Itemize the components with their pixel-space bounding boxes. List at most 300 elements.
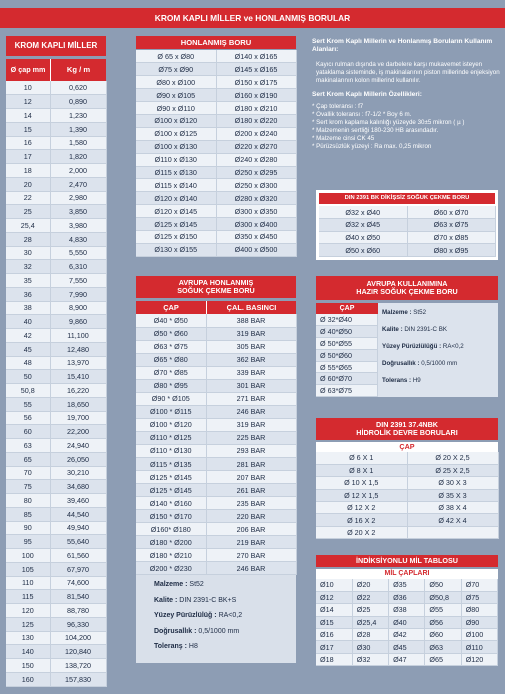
info-title-usage: Sert Krom Kaplı Millerin ve Honlanmış Boruların Kullanım Alanları:	[312, 38, 493, 54]
table-cell: Ø36	[389, 591, 425, 603]
table-cell: Ø 12 X 2	[316, 502, 407, 514]
avrupa-kul-col: ÇAP	[316, 303, 378, 314]
table-row	[6, 246, 106, 260]
spec-label: Tolerans :	[382, 377, 412, 384]
table-cell: 18	[6, 164, 50, 178]
table-row	[6, 576, 106, 590]
table-row	[136, 153, 296, 166]
table-cell: 60	[6, 425, 50, 439]
table-cell: Ø65	[425, 653, 461, 665]
spec-line	[154, 612, 296, 619]
table-cell: 55,640	[50, 535, 106, 549]
table-row	[6, 329, 106, 343]
table-row	[136, 314, 296, 327]
table-cell: 281 BAR	[206, 458, 296, 471]
spec-label: Toleranş :	[154, 643, 187, 651]
table-cell: 105	[6, 562, 50, 576]
feature-item: * Pürüzsüzlük yüzeyi : Ra max. 0,25 mikron	[312, 142, 432, 150]
table-cell: 225 BAR	[206, 431, 296, 444]
table-cell: Ø18	[316, 653, 352, 665]
table-cell: Ø60 x Ø70	[407, 206, 495, 219]
table-cell: 49,940	[50, 521, 106, 535]
table-cell: 140	[6, 645, 50, 659]
table-row	[319, 219, 495, 232]
table-row	[316, 464, 498, 476]
table-row	[6, 342, 106, 356]
table-row	[316, 349, 378, 361]
table-cell: Ø40 x Ø50	[319, 231, 407, 244]
table-cell: Ø70 x Ø85	[407, 231, 495, 244]
table-row	[6, 356, 106, 370]
table-row	[316, 604, 498, 616]
table-cell: 90	[6, 521, 50, 535]
table-cell: Ø 8 X 1	[316, 464, 407, 476]
table-cell: 235 BAR	[206, 497, 296, 510]
info-usage-text: Kayıcı rulman dışında ve darbelere karşı mukavemet isteyen yataklama sisteminde, iş makinalarının piston millerinde enjeksiyon makinalarının kolon millerind kullanılır.	[316, 60, 500, 84]
table-row	[136, 89, 296, 102]
table-cell: Ø80 * Ø95	[136, 379, 206, 392]
table-row	[136, 484, 296, 497]
table-cell: 301 BAR	[206, 379, 296, 392]
table-cell: Ø50,8	[425, 591, 461, 603]
table-cell: 65	[6, 452, 50, 466]
table-row	[136, 444, 296, 457]
din374-title-line2: HİDROLİK DEVRE BORULARI	[356, 428, 458, 437]
table-cell: 120,840	[50, 645, 106, 659]
table-row	[136, 205, 296, 218]
spec-value: H8	[186, 643, 198, 651]
spec-value: RA<0,2	[216, 612, 243, 620]
spec-value: RA<0,2	[441, 343, 464, 350]
table-row	[136, 327, 296, 340]
table-cell: Ø120 x Ø145	[136, 205, 216, 218]
table-cell: 48	[6, 356, 50, 370]
table-cell: 270 BAR	[206, 549, 296, 562]
table-cell: Ø100 x Ø130	[136, 140, 216, 153]
table-cell: 39,460	[50, 494, 106, 508]
table-cell: Ø 10 X 1,5	[316, 477, 407, 489]
table-row	[6, 260, 106, 274]
table-row	[316, 591, 498, 603]
spec-line	[154, 628, 296, 635]
table-cell: Ø180 * Ø210	[136, 549, 206, 562]
spec-value: 0,5/1000 mm	[196, 627, 240, 635]
avrupa-specs	[136, 575, 296, 663]
table-cell: Ø55	[425, 604, 461, 616]
table-cell: 2,000	[50, 164, 106, 178]
table-row	[316, 641, 498, 653]
spec-value: St52	[187, 581, 204, 589]
table-cell: 61,560	[50, 549, 106, 563]
table-cell: Ø100 * Ø120	[136, 418, 206, 431]
feature-item: * Malzemenin sertliği 180-230 HB arasındadır.	[312, 126, 439, 134]
table-cell: Ø120	[461, 653, 497, 665]
table-cell: 0,620	[50, 81, 106, 95]
krom-title	[6, 36, 106, 56]
table-row	[136, 166, 296, 179]
avrupa-col-pressure: ÇAL. BASINCI	[206, 301, 296, 314]
table-cell: Ø 12 X 1,5	[316, 489, 407, 501]
table-cell: Ø130 x Ø155	[136, 243, 216, 256]
table-cell: 12	[6, 95, 50, 109]
table-cell: 160	[6, 672, 50, 686]
spec-line	[382, 326, 498, 333]
table-cell: 115	[6, 590, 50, 604]
table-row	[136, 392, 296, 405]
table-cell: Ø12	[316, 591, 352, 603]
avrupa-kul-body	[316, 303, 498, 397]
table-cell: Ø 55*Ø65	[316, 361, 378, 373]
spec-value: DIN 2391-C BK	[402, 326, 448, 333]
table-cell: Ø17	[316, 641, 352, 653]
avrupa-title	[136, 276, 296, 298]
table-cell: Ø63 * Ø75	[136, 340, 206, 353]
table-row	[136, 418, 296, 431]
table-cell: Ø 35 X 3	[407, 489, 498, 501]
table-cell: 36	[6, 287, 50, 301]
table-cell: Ø100 x Ø120	[136, 114, 216, 127]
feature-item: * Çap toleransı : f7	[312, 103, 364, 111]
info-panel	[312, 38, 500, 151]
table-cell: 3,980	[50, 219, 106, 233]
avrupa-kul-title	[316, 276, 498, 300]
table-cell: Ø80 x Ø100	[136, 76, 216, 89]
spec-label: Kalite :	[382, 326, 403, 333]
table-cell: 34,680	[50, 480, 106, 494]
table-cell: 157,830	[50, 672, 106, 686]
table-cell: 16	[6, 136, 50, 150]
table-cell: Ø160 x Ø190	[216, 89, 296, 102]
table-row	[136, 497, 296, 510]
table-cell: Ø14	[316, 604, 352, 616]
spec-line	[382, 309, 498, 316]
table-cell: Ø200 x Ø240	[216, 127, 296, 140]
table-row	[6, 562, 106, 576]
table-cell: Ø240 x Ø280	[216, 153, 296, 166]
avrupa-col-diameter: ÇAP	[136, 301, 206, 314]
spec-line	[382, 360, 498, 367]
table-row	[6, 274, 106, 288]
spec-label: Yüzey Pürüzlülüğ :	[154, 612, 217, 620]
table-row	[316, 477, 498, 489]
table-cell: Ø 6 X 1	[316, 452, 407, 464]
table-row	[6, 411, 106, 425]
avrupa-title-line1: AVRUPA HONLANMIŞ	[178, 278, 254, 288]
table-cell: 81,540	[50, 590, 106, 604]
spec-value: DIN 2391-C BK+S	[177, 596, 237, 604]
table-cell: 246 BAR	[206, 562, 296, 575]
table-cell: Ø22	[352, 591, 388, 603]
indik-table	[316, 579, 498, 666]
table-cell: Ø50	[425, 579, 461, 591]
table-cell: 319 BAR	[206, 327, 296, 340]
table-cell: 130	[6, 631, 50, 645]
table-cell: 70	[6, 466, 50, 480]
table-row	[136, 562, 296, 575]
table-row	[6, 95, 106, 109]
table-row	[6, 136, 106, 150]
table-cell: 100	[6, 549, 50, 563]
din374-title-line1: DIN 2391 37.4NBK	[376, 420, 438, 430]
table-cell: 56	[6, 411, 50, 425]
table-cell: Ø110 * Ø130	[136, 444, 206, 457]
table-cell: 16,220	[50, 384, 106, 398]
table-cell: Ø20	[352, 579, 388, 591]
table-row	[6, 549, 106, 563]
table-row	[6, 177, 106, 191]
table-cell	[407, 526, 498, 538]
table-row	[319, 231, 495, 244]
spec-label: Yüzey Pürüzlülüğü :	[382, 343, 442, 350]
spec-label: Doğrusallık :	[154, 627, 197, 635]
spec-line	[154, 597, 296, 604]
table-cell: Ø200 * Ø230	[136, 562, 206, 575]
table-cell: Ø40	[389, 616, 425, 628]
table-cell: Ø110 * Ø125	[136, 431, 206, 444]
table-cell: 42	[6, 329, 50, 343]
table-row	[136, 340, 296, 353]
table-cell: 14	[6, 109, 50, 123]
table-cell: Ø50 x Ø60	[319, 244, 407, 257]
table-cell: Ø 16 X 2	[316, 514, 407, 526]
table-row	[316, 502, 498, 514]
table-cell: 75	[6, 480, 50, 494]
table-cell: Ø125 x Ø150	[136, 230, 216, 243]
krom-header	[6, 59, 106, 81]
table-row	[6, 494, 106, 508]
din2391bk-section	[316, 190, 498, 260]
table-row	[316, 326, 378, 338]
table-cell: 9,860	[50, 315, 106, 329]
table-cell: 4,830	[50, 232, 106, 246]
spec-line	[382, 377, 498, 384]
table-cell: Ø16	[316, 629, 352, 641]
table-row	[136, 405, 296, 418]
table-cell: 219 BAR	[206, 536, 296, 549]
table-row	[6, 397, 106, 411]
table-cell: Ø160* Ø180	[136, 523, 206, 536]
table-cell: 20	[6, 177, 50, 191]
table-cell: 1,580	[50, 136, 106, 150]
table-cell: Ø 40*Ø50	[316, 326, 378, 338]
honlanmis-title: HONLANMIŞ BORU	[136, 36, 296, 49]
table-cell: Ø250 x Ø295	[216, 166, 296, 179]
feature-item: * Sert krom kaplama kalınlığı yüzeyde 30±5 mikron ( µ )	[312, 119, 465, 126]
table-cell: Ø 63*Ø75	[316, 385, 378, 397]
table-cell: Ø28	[352, 629, 388, 641]
table-cell: Ø 20 X 2,5	[407, 452, 498, 464]
table-cell: Ø140 x Ø165	[216, 50, 296, 63]
feature-item: * Malzeme cinsi CK 45	[312, 134, 375, 142]
table-cell: Ø120 x Ø140	[136, 192, 216, 205]
spec-label: Kalite :	[154, 596, 178, 604]
table-row	[6, 617, 106, 631]
table-row	[6, 81, 106, 95]
table-cell: 50	[6, 370, 50, 384]
table-row	[6, 232, 106, 246]
table-row	[6, 645, 106, 659]
table-row	[6, 370, 106, 384]
info-features-list	[312, 103, 500, 151]
feature-item: * Ovallik toleransı : f7-1/2 * Boy 6 m.	[312, 111, 412, 119]
page-title	[0, 8, 505, 28]
table-row	[136, 140, 296, 153]
table-row	[316, 452, 498, 464]
table-cell: Ø90 * Ø105	[136, 392, 206, 405]
table-row	[136, 179, 296, 192]
table-row	[136, 431, 296, 444]
spec-line	[154, 581, 296, 588]
table-cell: 22,200	[50, 425, 106, 439]
table-row	[136, 549, 296, 562]
table-row	[136, 366, 296, 379]
table-cell: 125	[6, 617, 50, 631]
table-cell: Ø90 x Ø105	[136, 89, 216, 102]
table-cell: Ø32	[352, 653, 388, 665]
table-row	[6, 535, 106, 549]
table-cell: Ø 50*Ø55	[316, 338, 378, 350]
table-row	[316, 361, 378, 373]
table-cell: 25	[6, 205, 50, 219]
krom-col-diameter: Ø çap mm	[6, 59, 50, 81]
table-cell: Ø63	[425, 641, 461, 653]
table-cell: Ø50 * Ø60	[136, 327, 206, 340]
table-cell: 0,890	[50, 95, 106, 109]
table-cell: 5,550	[50, 246, 106, 260]
table-cell: Ø220 x Ø270	[216, 140, 296, 153]
table-cell: Ø70 * Ø85	[136, 366, 206, 379]
table-cell: Ø110 x Ø130	[136, 153, 216, 166]
table-cell: Ø47	[389, 653, 425, 665]
table-cell: 80	[6, 494, 50, 508]
table-row	[316, 579, 498, 591]
table-row	[136, 536, 296, 549]
table-row	[6, 659, 106, 673]
table-row	[136, 63, 296, 76]
table-row	[6, 507, 106, 521]
table-cell: Ø280 x Ø320	[216, 192, 296, 205]
table-row	[316, 653, 498, 665]
indik-section	[316, 555, 498, 666]
table-cell: Ø300 x Ø400	[216, 218, 296, 231]
table-cell: Ø10	[316, 579, 352, 591]
spec-line	[382, 343, 498, 350]
din2391bk-table	[319, 206, 496, 257]
table-row	[136, 76, 296, 89]
table-cell: 206 BAR	[206, 523, 296, 536]
table-row	[136, 114, 296, 127]
avrupa-kul-table	[316, 314, 378, 397]
table-cell: Ø115 x Ø130	[136, 166, 216, 179]
avrupa-section	[136, 276, 296, 663]
table-row	[136, 127, 296, 140]
table-row	[136, 379, 296, 392]
table-cell: Ø 60*Ø70	[316, 373, 378, 385]
table-row	[6, 164, 106, 178]
table-cell: Ø150 * Ø170	[136, 510, 206, 523]
table-cell: 13,970	[50, 356, 106, 370]
table-cell: Ø40 * Ø50	[136, 314, 206, 327]
table-row	[319, 206, 495, 219]
table-row	[136, 218, 296, 231]
table-cell: Ø90 x Ø110	[136, 102, 216, 115]
din374-section	[316, 418, 498, 539]
table-cell: 2,980	[50, 191, 106, 205]
table-cell: Ø140 * Ø160	[136, 497, 206, 510]
indik-subtitle: MİL ÇAPLARI	[316, 569, 498, 579]
table-row	[6, 384, 106, 398]
avrupa-kul-specs	[378, 303, 498, 397]
table-row	[6, 466, 106, 480]
table-cell: 74,600	[50, 576, 106, 590]
table-row	[6, 287, 106, 301]
spec-label: Malzeme :	[154, 581, 188, 589]
table-row	[6, 191, 106, 205]
table-row	[136, 192, 296, 205]
table-cell: 7,550	[50, 274, 106, 288]
table-cell: 2,470	[50, 177, 106, 191]
table-row	[316, 616, 498, 628]
table-cell: 25,4	[6, 219, 50, 233]
avrupa-title-line2: SOĞUK ÇEKME BORU	[177, 286, 255, 295]
table-cell: Ø32 x Ø40	[319, 206, 407, 219]
table-cell: 63	[6, 439, 50, 453]
table-cell: 28	[6, 232, 50, 246]
table-cell: Ø150 x Ø175	[216, 76, 296, 89]
table-cell: 362 BAR	[206, 353, 296, 366]
table-row	[6, 219, 106, 233]
din374-table	[316, 452, 499, 539]
table-cell: 44,540	[50, 507, 106, 521]
table-row	[6, 439, 106, 453]
table-row	[316, 314, 378, 326]
table-cell: Ø180 x Ø220	[216, 114, 296, 127]
table-cell: 305 BAR	[206, 340, 296, 353]
honlanmis-section	[136, 36, 296, 257]
table-cell: 15,410	[50, 370, 106, 384]
table-cell: Ø30	[352, 641, 388, 653]
table-cell: Ø60	[425, 629, 461, 641]
table-cell: Ø80	[461, 604, 497, 616]
spec-value: St52	[411, 309, 427, 316]
table-cell: 11,100	[50, 329, 106, 343]
table-cell: Ø75	[461, 591, 497, 603]
table-cell: Ø25	[352, 604, 388, 616]
avrupa-table	[136, 314, 297, 575]
table-row	[6, 590, 106, 604]
table-row	[136, 230, 296, 243]
table-row	[6, 109, 106, 123]
table-cell: 10	[6, 81, 50, 95]
table-row	[6, 672, 106, 686]
table-cell: 293 BAR	[206, 444, 296, 457]
table-row	[6, 315, 106, 329]
table-cell: 88,780	[50, 604, 106, 618]
table-row	[136, 471, 296, 484]
table-cell: Ø145 x Ø165	[216, 63, 296, 76]
table-cell: Ø180 * Ø200	[136, 536, 206, 549]
table-row	[6, 631, 106, 645]
din2391bk-title: DIN 2391 BK DİKİŞSİZ SOĞUK ÇEKME BORU	[319, 193, 495, 204]
avrupa-kul-title-line1: AVRUPA KULLANIMINA	[366, 279, 448, 289]
table-row	[6, 480, 106, 494]
table-cell: 271 BAR	[206, 392, 296, 405]
table-cell: 246 BAR	[206, 405, 296, 418]
krom-table	[6, 81, 107, 687]
table-cell: 339 BAR	[206, 366, 296, 379]
table-cell: Ø 50*Ø60	[316, 349, 378, 361]
table-cell: 50,8	[6, 384, 50, 398]
